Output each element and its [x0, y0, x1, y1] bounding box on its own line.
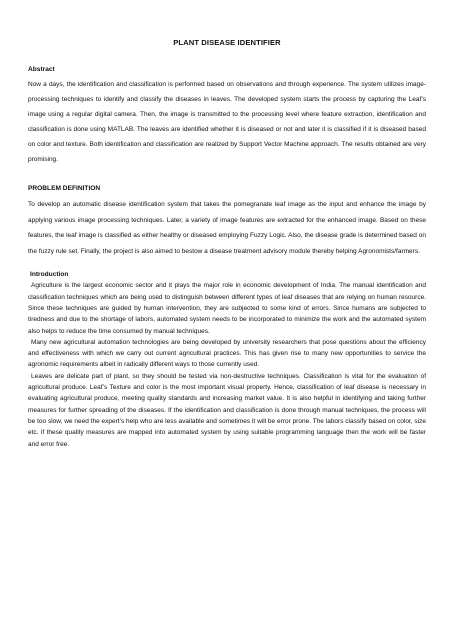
abstract-section — [28, 66, 426, 167]
document-title: PLANT DISEASE IDENTIFIER — [173, 38, 281, 47]
introduction-heading: Introduction — [30, 271, 69, 279]
introduction-paragraph: Leaves are delicate part of plant, so they should be tested via non-destructive techniques. Classification is vital for the evaluation of agricultural produce. Leaf’s Texture and color is the most important visual property. Hence, classification of leaf disease is necessary in evaluating agricultural produce, meeting quality standards and increasing market value. It is also helpful in identifying and taking further measures for further spreading of the diseases. If the identification and classification is done through manual techniques, the process will be too slow, we need the expert’s help who are less available and sometimes it will be error prone. The labors classify based on color, size etc. if these quality measures are mapped into automated system by using suitable programming language then the work will be faster and error free. — [28, 372, 426, 448]
abstract-heading: Abstract — [28, 66, 55, 73]
abstract-text: Now a days, the identification and classification is performed based on observations and through experience. The system utilizes image-processing techniques to identify and classify the diseases in leaves. The developed system starts the process by capturing the Leaf’s image using a regular digital camera. Then, the image is transmitted to the processing level where feature extraction, identification and classification is done using MATLAB. The leaves are identified whether it is diseased or not and later it is classified if it is diseased based on color and texture. Both identification and classification are realized by Support Vector Machine approach. The results obtained are very promising. — [28, 81, 426, 163]
introduction-section — [28, 271, 426, 449]
introduction-paragraph: Agriculture is the largest economic sector and it plays the major role in economic development of India. The manual identification and classification techniques which are being used to distinguish between different types of leaf diseases that are relying on human resource. Since these techniques are guided by human intervention, they are subjected to some kind of errors. Since humans are subjected to tiredness and due to the shortage of labors, automated system needs to be incorporated to minimize the work and the automated system also helps to reduce the time consumed by manual techniques. — [28, 282, 426, 335]
problem-definition-text: To develop an automatic disease identification system that takes the pomegranate leaf image as the input and enhance the image by applying various image processing techniques. Later, a variety of image features are extracted for the enhanced image. Based on these features, the leaf image is classified as either healthy or diseased employing Fuzzy Logic. Also, the disease grade is determined based on the fuzzy rule set. Finally, the project is also aimed to bestow a disease treatment advisory module thereby helping Agronomists/farmers. — [28, 201, 426, 255]
problem-definition-section — [28, 185, 426, 259]
problem-definition-heading: PROBLEM DEFINITION — [28, 185, 101, 192]
introduction-paragraph: Many new agricultural automation technologies are being developed by university researchers that pose questions about the efficiency and effectiveness with which we carry out current agricultural practices. This has given rise to many new opportunities to service the agronomic requirements albeit in radically different ways to those currently used. — [28, 338, 426, 369]
